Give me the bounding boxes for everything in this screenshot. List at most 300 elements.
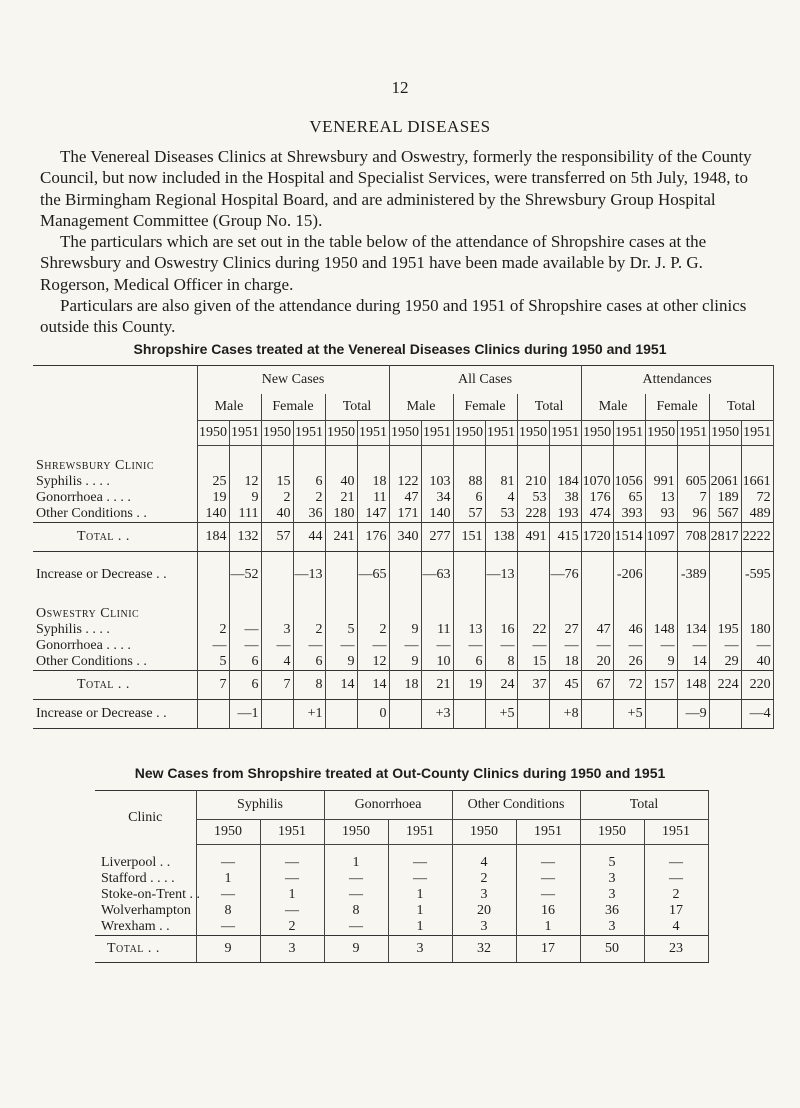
total-cell: 14 — [325, 671, 357, 700]
table-row — [33, 490, 773, 506]
year-header: 1950 — [580, 820, 644, 845]
table2-caption: New Cases from Shropshire treated at Out-County Clinics during 1950 and 1951 — [134, 765, 666, 781]
value-cell: 1 — [388, 903, 452, 919]
table-row — [33, 671, 773, 700]
table-cell — [389, 606, 421, 622]
change-cell: +5 — [485, 700, 517, 729]
table-cell — [549, 458, 581, 474]
value-cell: 27 — [549, 622, 581, 638]
total-label: Total . . — [33, 671, 197, 700]
table-cell — [677, 446, 709, 459]
table-cell — [261, 446, 293, 459]
value-cell: 10 — [421, 654, 453, 671]
empty-cell — [517, 700, 549, 729]
subgroup-header: Male — [389, 394, 453, 421]
value-cell: 12 — [229, 474, 261, 490]
table-cell — [485, 606, 517, 622]
value-cell: — — [453, 638, 485, 654]
clinic-header: Clinic — [95, 791, 196, 845]
table-row — [33, 654, 773, 671]
value-cell: — — [581, 638, 613, 654]
clinic-name: Wolverhampton — [95, 903, 196, 919]
table-row — [33, 523, 773, 552]
value-cell: 38 — [549, 490, 581, 506]
intro-paragraph: Particulars are also given of the attendance during 1950 and 1951 of Shropshire cases at other clinics outside this County. — [40, 296, 747, 337]
table-cell — [485, 446, 517, 459]
year-header: 1951 — [260, 820, 324, 845]
table-cell — [741, 606, 773, 622]
year-header: 1951 — [357, 421, 389, 446]
table-cell — [421, 458, 453, 474]
value-cell: 8 — [485, 654, 517, 671]
value-cell: 180 — [325, 506, 357, 523]
value-cell: 3 — [452, 887, 516, 903]
value-cell: 1 — [324, 855, 388, 871]
value-cell: 8 — [324, 903, 388, 919]
empty-cell — [197, 700, 229, 729]
value-cell: 6 — [293, 474, 325, 490]
table-cell — [324, 845, 388, 856]
year-header: 1951 — [677, 421, 709, 446]
table-row — [33, 458, 773, 474]
change-cell: —52 — [229, 552, 261, 599]
value-cell: 16 — [516, 903, 580, 919]
value-cell: 2 — [293, 490, 325, 506]
table-cell — [613, 458, 645, 474]
change-cell: -389 — [677, 552, 709, 599]
subgroup-header: Female — [453, 394, 517, 421]
table-row — [33, 552, 773, 599]
value-cell: 88 — [453, 474, 485, 490]
table-cell — [197, 458, 229, 474]
table-cell — [613, 598, 645, 606]
total-cell: 415 — [549, 523, 581, 552]
total-cell: 18 — [389, 671, 421, 700]
row-label: Gonorrhoea . . . . — [33, 638, 197, 654]
empty-cell — [325, 552, 357, 599]
total-cell: 220 — [741, 671, 773, 700]
table-cell — [709, 458, 741, 474]
total-cell: 8 — [293, 671, 325, 700]
value-cell: — — [709, 638, 741, 654]
total-cell: 340 — [389, 523, 421, 552]
table-cell — [421, 606, 453, 622]
value-cell: 29 — [709, 654, 741, 671]
table-row — [33, 622, 773, 638]
total-cell: 50 — [580, 936, 644, 963]
value-cell: 1 — [516, 919, 580, 936]
subgroup-header: Female — [261, 394, 325, 421]
value-cell: — — [357, 638, 389, 654]
value-cell: 16 — [485, 622, 517, 638]
clinic-cases-table — [33, 365, 774, 729]
value-cell: 40 — [325, 474, 357, 490]
table-cell — [33, 446, 197, 459]
value-cell: 96 — [677, 506, 709, 523]
total-cell: 37 — [517, 671, 549, 700]
year-header: 1951 — [485, 421, 517, 446]
table-cell — [197, 606, 229, 622]
total-cell: 1097 — [645, 523, 677, 552]
value-cell: 53 — [517, 490, 549, 506]
value-cell: — — [229, 622, 261, 638]
value-cell: 93 — [645, 506, 677, 523]
value-cell: 171 — [389, 506, 421, 523]
value-cell: 2 — [197, 622, 229, 638]
value-cell: 6 — [453, 490, 485, 506]
intro-text — [40, 146, 762, 338]
empty-cell — [325, 700, 357, 729]
table-cell — [580, 845, 644, 856]
total-cell: 14 — [357, 671, 389, 700]
table-cell — [325, 606, 357, 622]
value-cell: — — [516, 871, 580, 887]
value-cell: 4 — [452, 855, 516, 871]
value-cell: 36 — [293, 506, 325, 523]
table-cell — [645, 458, 677, 474]
change-cell: —63 — [421, 552, 453, 599]
total-cell: 1720 — [581, 523, 613, 552]
value-cell: 36 — [580, 903, 644, 919]
value-cell: 26 — [613, 654, 645, 671]
value-cell: 1070 — [581, 474, 613, 490]
table-cell — [453, 446, 485, 459]
table-cell — [357, 598, 389, 606]
year-header: 1950 — [324, 820, 388, 845]
total-cell: 176 — [357, 523, 389, 552]
value-cell: 19 — [197, 490, 229, 506]
value-cell: 1 — [388, 919, 452, 936]
value-cell: — — [485, 638, 517, 654]
table-cell — [741, 598, 773, 606]
table-cell — [389, 446, 421, 459]
table-cell — [229, 446, 261, 459]
value-cell: 81 — [485, 474, 517, 490]
empty-cell — [261, 700, 293, 729]
value-cell: 195 — [709, 622, 741, 638]
total-cell: 491 — [517, 523, 549, 552]
value-cell: — — [261, 638, 293, 654]
value-cell: 193 — [549, 506, 581, 523]
year-header: 1950 — [517, 421, 549, 446]
value-cell: — — [229, 638, 261, 654]
value-cell: 103 — [421, 474, 453, 490]
total-cell: 241 — [325, 523, 357, 552]
clinic-name: Stoke-on-Trent . . — [95, 887, 196, 903]
subgroup-header: Total — [517, 394, 581, 421]
total-cell: 2222 — [741, 523, 773, 552]
value-cell: 2 — [260, 919, 324, 936]
empty-cell — [453, 552, 485, 599]
empty-cell — [261, 552, 293, 599]
year-header: 1951 — [229, 421, 261, 446]
table-cell — [645, 446, 677, 459]
table-row — [33, 606, 773, 622]
table-cell — [645, 598, 677, 606]
table-cell — [677, 606, 709, 622]
value-cell: 991 — [645, 474, 677, 490]
table-cell — [325, 598, 357, 606]
year-header: 1950 — [581, 421, 613, 446]
value-cell: 47 — [581, 622, 613, 638]
table-cell — [389, 458, 421, 474]
value-cell: 6 — [229, 654, 261, 671]
empty-cell — [389, 700, 421, 729]
table-cell — [741, 446, 773, 459]
table-row — [33, 366, 773, 395]
value-cell: 4 — [261, 654, 293, 671]
value-cell: 5 — [325, 622, 357, 638]
table-cell — [293, 458, 325, 474]
table-cell — [677, 598, 709, 606]
table-cell — [197, 446, 229, 459]
table-cell — [709, 446, 741, 459]
total-cell: 6 — [229, 671, 261, 700]
value-cell: — — [517, 638, 549, 654]
page-number: 12 — [391, 78, 409, 97]
change-cell: —65 — [357, 552, 389, 599]
value-cell: — — [324, 887, 388, 903]
value-cell: — — [613, 638, 645, 654]
subgroup-header: Male — [581, 394, 645, 421]
subgroup-header: Total — [709, 394, 773, 421]
table-cell — [549, 606, 581, 622]
total-cell: 7 — [261, 671, 293, 700]
table-cell — [452, 845, 516, 856]
row-label: Syphilis . . . . — [33, 622, 197, 638]
value-cell: 176 — [581, 490, 613, 506]
table-cell — [260, 845, 324, 856]
change-cell: -595 — [741, 552, 773, 599]
clinic-name: Stafford . . . . — [95, 871, 196, 887]
change-cell: +3 — [421, 700, 453, 729]
table-row — [95, 791, 708, 820]
value-cell: 9 — [645, 654, 677, 671]
table-row — [33, 474, 773, 490]
value-cell: 18 — [549, 654, 581, 671]
total-cell: 44 — [293, 523, 325, 552]
value-cell: — — [324, 871, 388, 887]
year-header: 1950 — [261, 421, 293, 446]
value-cell: 5 — [197, 654, 229, 671]
table-cell — [293, 598, 325, 606]
total-cell: 32 — [452, 936, 516, 963]
value-cell: 147 — [357, 506, 389, 523]
table-cell — [421, 598, 453, 606]
change-cell: —9 — [677, 700, 709, 729]
value-cell: — — [549, 638, 581, 654]
group-header: New Cases — [197, 366, 389, 395]
value-cell: 9 — [325, 654, 357, 671]
corner-cell — [33, 366, 197, 446]
value-cell: 20 — [581, 654, 613, 671]
year-header: 1950 — [197, 421, 229, 446]
change-cell: +5 — [613, 700, 645, 729]
table-cell — [485, 458, 517, 474]
total-cell: 67 — [581, 671, 613, 700]
total-cell: 132 — [229, 523, 261, 552]
value-cell: 2 — [644, 887, 708, 903]
total-cell: 9 — [324, 936, 388, 963]
value-cell: 11 — [357, 490, 389, 506]
empty-cell — [581, 552, 613, 599]
value-cell: 2 — [357, 622, 389, 638]
total-cell: 24 — [485, 671, 517, 700]
empty-cell — [709, 552, 741, 599]
subgroup-header: Female — [645, 394, 709, 421]
table-cell — [644, 845, 708, 856]
value-cell: — — [260, 871, 324, 887]
table-cell — [516, 845, 580, 856]
value-cell: 2 — [293, 622, 325, 638]
table-cell — [581, 606, 613, 622]
table-cell — [549, 598, 581, 606]
table-cell — [196, 845, 260, 856]
value-cell: — — [260, 903, 324, 919]
table-cell — [357, 458, 389, 474]
value-cell: 6 — [453, 654, 485, 671]
table-cell — [613, 606, 645, 622]
table-cell — [95, 845, 196, 856]
value-cell: 9 — [229, 490, 261, 506]
value-cell: 3 — [261, 622, 293, 638]
table-cell — [293, 446, 325, 459]
intro-paragraph: The Venereal Diseases Clinics at Shrewsbury and Oswestry, formerly the responsibility of the County Council, but now included in the Hospital and Specialist Services, were transferred on 5th July, 1948, to the Birmingham Regional Hospital Board, and are administered by the Shrewsbury Group Hospital Management Committee (Group No. 15). — [40, 147, 752, 230]
value-cell: 5 — [580, 855, 644, 871]
empty-cell — [645, 700, 677, 729]
table-cell — [645, 606, 677, 622]
value-cell: 148 — [645, 622, 677, 638]
empty-cell — [645, 552, 677, 599]
table-cell — [549, 446, 581, 459]
value-cell: — — [196, 919, 260, 936]
change-cell: -206 — [613, 552, 645, 599]
value-cell: 21 — [325, 490, 357, 506]
value-cell: — — [644, 871, 708, 887]
table-cell — [229, 458, 261, 474]
group-header: Syphilis — [196, 791, 324, 820]
total-cell: 138 — [485, 523, 517, 552]
value-cell: 25 — [197, 474, 229, 490]
table-row — [95, 903, 708, 919]
value-cell: 140 — [421, 506, 453, 523]
row-label: Other Conditions . . — [33, 654, 197, 671]
year-header: 1951 — [644, 820, 708, 845]
change-label: Increase or Decrease . . — [33, 700, 197, 729]
table-cell — [261, 458, 293, 474]
row-label: Gonorrhoea . . . . — [33, 490, 197, 506]
change-cell: +1 — [293, 700, 325, 729]
value-cell: 111 — [229, 506, 261, 523]
value-cell: — — [389, 638, 421, 654]
value-cell: 1056 — [613, 474, 645, 490]
year-header: 1950 — [389, 421, 421, 446]
group-header: Attendances — [581, 366, 773, 395]
value-cell: 3 — [452, 919, 516, 936]
table-cell — [325, 446, 357, 459]
value-cell: 12 — [357, 654, 389, 671]
value-cell: — — [293, 638, 325, 654]
value-cell: — — [388, 855, 452, 871]
change-cell: —1 — [229, 700, 261, 729]
total-label: Total . . — [33, 523, 197, 552]
value-cell: — — [741, 638, 773, 654]
change-cell: +8 — [549, 700, 581, 729]
value-cell: 122 — [389, 474, 421, 490]
year-header: 1950 — [196, 820, 260, 845]
value-cell: 2061 — [709, 474, 741, 490]
row-label: Other Conditions . . — [33, 506, 197, 523]
table-cell — [33, 598, 197, 606]
total-cell: 7 — [197, 671, 229, 700]
table-row — [33, 446, 773, 459]
change-cell: —4 — [741, 700, 773, 729]
value-cell: 3 — [580, 919, 644, 936]
year-header: 1950 — [452, 820, 516, 845]
value-cell: 47 — [389, 490, 421, 506]
value-cell: — — [677, 638, 709, 654]
total-cell: 23 — [644, 936, 708, 963]
value-cell: 53 — [485, 506, 517, 523]
empty-cell — [453, 700, 485, 729]
table-cell — [453, 598, 485, 606]
total-cell: 184 — [197, 523, 229, 552]
value-cell: 15 — [261, 474, 293, 490]
total-cell: 708 — [677, 523, 709, 552]
table-cell — [421, 446, 453, 459]
value-cell: — — [388, 871, 452, 887]
empty-cell — [709, 700, 741, 729]
section-heading: Oswestry Clinic — [33, 606, 197, 622]
year-header: 1951 — [613, 421, 645, 446]
value-cell: 20 — [452, 903, 516, 919]
value-cell: 210 — [517, 474, 549, 490]
table-row — [33, 638, 773, 654]
table-cell — [229, 606, 261, 622]
table-cell — [613, 446, 645, 459]
table-row — [95, 936, 708, 963]
table-cell — [677, 458, 709, 474]
value-cell: — — [324, 919, 388, 936]
total-cell: 3 — [388, 936, 452, 963]
table-cell — [741, 458, 773, 474]
value-cell: 3 — [580, 887, 644, 903]
year-header: 1951 — [421, 421, 453, 446]
empty-cell — [197, 552, 229, 599]
value-cell: 17 — [644, 903, 708, 919]
total-cell: 45 — [549, 671, 581, 700]
table-cell — [453, 606, 485, 622]
table-cell — [197, 598, 229, 606]
value-cell: 11 — [421, 622, 453, 638]
year-header: 1950 — [709, 421, 741, 446]
value-cell: 4 — [485, 490, 517, 506]
value-cell: 14 — [677, 654, 709, 671]
value-cell: 489 — [741, 506, 773, 523]
value-cell: — — [260, 855, 324, 871]
table-row — [95, 919, 708, 936]
group-header: Other Conditions — [452, 791, 580, 820]
total-cell: 148 — [677, 671, 709, 700]
group-header: Gonorrhoea — [324, 791, 452, 820]
year-header: 1951 — [516, 820, 580, 845]
value-cell: 15 — [517, 654, 549, 671]
table1-caption: Shropshire Cases treated at the Venereal Diseases Clinics during 1950 and 1951 — [133, 341, 667, 357]
value-cell: 4 — [644, 919, 708, 936]
value-cell: 567 — [709, 506, 741, 523]
empty-cell — [389, 552, 421, 599]
table-cell — [293, 606, 325, 622]
